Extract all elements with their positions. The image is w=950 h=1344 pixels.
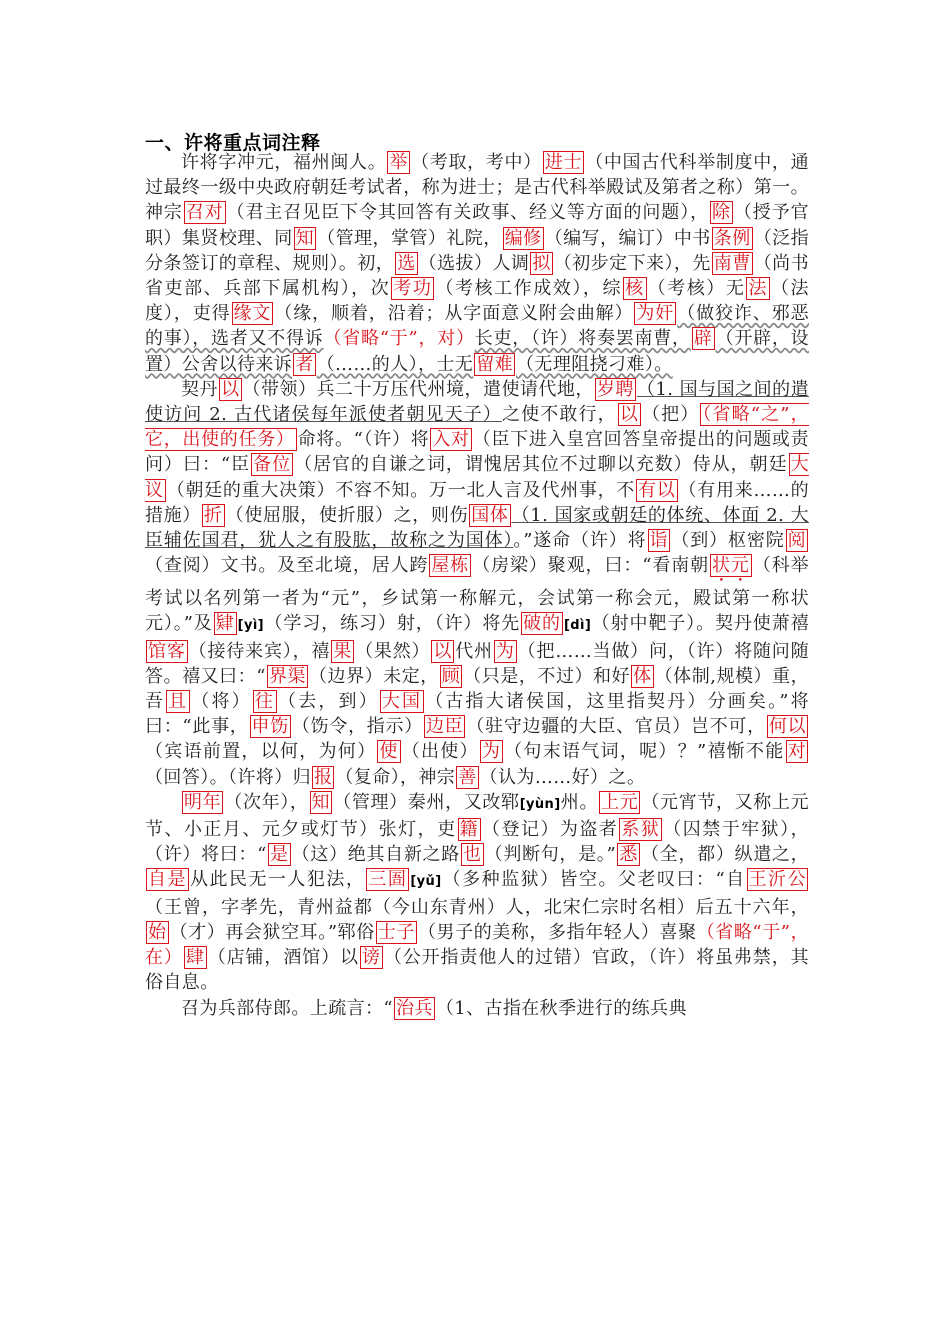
key-term-box: 边臣 [425, 716, 464, 738]
key-term-box: 自是 [148, 869, 187, 891]
key-term-box: 三圄 [368, 869, 408, 891]
pinyin-annotation: [yì] [237, 618, 265, 634]
key-term-box: （省略“之”，它，出使的任务） [145, 404, 810, 451]
key-term-box: 果 [333, 640, 353, 662]
text-run: （句末语气词，呢）？”禧惭不能 [504, 741, 785, 763]
paragraph [145, 377, 809, 790]
key-term-box: 考功 [393, 278, 433, 300]
key-term-box: 以 [221, 378, 240, 400]
text-run: （1、古指在秋季进行的练兵典 [435, 997, 687, 1019]
key-term-box: 是 [269, 844, 289, 866]
text-run: （编写，编订）中书 [544, 227, 711, 249]
text-run: （缘，顺着，沿着；从字面意义附会曲解） [274, 303, 634, 325]
text-run: （把……当做）问，（许）将随问随答。禧又曰：“ [145, 640, 809, 687]
key-term-box: 拟 [532, 252, 551, 274]
text-run: 召为兵部侍郎。上疏言：“ [181, 997, 394, 1019]
text-run: （才）再会狱空耳。”郓俗 [169, 921, 375, 943]
wavy-underlined-text: （无理阻挠刁难）。 [516, 353, 673, 375]
text-run: （囚禁于牢狱），（许）将曰：“ [145, 819, 809, 866]
text-run: （将） [191, 691, 252, 713]
key-term-box: 籍 [459, 819, 480, 841]
text-run: （管理，掌管）礼院， [317, 227, 502, 249]
key-term-box: 屋栋 [431, 555, 470, 577]
text-run: 。”遂命（许）将 [513, 530, 647, 552]
text-run: （元宵节，又称上元节、小正月、元夕或灯节）张灯，吏 [145, 791, 809, 841]
key-term-box: 馆客 [148, 640, 186, 662]
key-term-box: 以 [433, 640, 453, 662]
key-term-box: 对 [787, 741, 807, 763]
text-run: （店铺，酒馆）以 [207, 947, 359, 969]
text-run: （多种监狱）皆空。父老叹曰：“自 [441, 869, 746, 891]
key-term-box: 法 [748, 278, 768, 300]
section-heading: 一、许将重点词注释 [145, 132, 321, 154]
text-run: （臣下进入皇宫回答皇帝提出的问题或责问）曰：“臣 [145, 429, 810, 476]
key-term-box: 除 [712, 202, 731, 224]
key-term-box: 为 [495, 640, 515, 662]
text-run: （果然） [355, 640, 431, 662]
key-term-box: 且 [168, 691, 189, 713]
key-term-box: 南曹 [713, 252, 751, 274]
text-run: （查阅）文书。及至北境，居人跨 [145, 555, 429, 577]
text-run: （判断句，是。” [484, 844, 617, 866]
underlined-note: （1. 国家或朝廷的体统、体面 2. 大臣辅佐国君，犹人之有股肱，故称之为国体） [145, 504, 809, 552]
omission-note: （省略“于”，在） [145, 921, 809, 969]
text-run: （这）绝其自新之路 [291, 844, 460, 866]
text-run: （初步定下来），先 [553, 252, 711, 274]
text-run: （回答）。（许将）归 [145, 766, 311, 788]
text-run: （王曾，字孝先，青州益都（今山东青州）人，北宋仁宗时名相）后五十六年， [145, 896, 809, 918]
key-term-box: 折 [203, 504, 223, 526]
paragraph [145, 150, 809, 377]
key-term-box: 谤 [361, 947, 381, 969]
pinyin-annotation: [dì] [563, 618, 592, 634]
key-term-box: 往 [254, 691, 276, 713]
text-run: （授予官职）集贤校理、同 [145, 202, 810, 249]
text-run: （泛指分条签订的章程、规则）。初， [145, 227, 810, 274]
text-run: （使屈服，使折服）之，则伤 [225, 504, 469, 526]
text-run: （朝廷的重大决策）不容不知。万一北人言及代州事，不 [166, 479, 636, 501]
key-term-box: 为奸 [636, 303, 675, 325]
pinyin-annotation: [yǔ] [410, 874, 442, 890]
key-term-box: 编修 [504, 227, 542, 249]
key-term-box: 知 [311, 791, 331, 813]
text-run: （去，到） [278, 691, 379, 713]
key-term-box: 召对 [185, 202, 224, 224]
wavy-underlined-text: （……的人），士无 [316, 353, 474, 375]
key-term-box: 界渠 [268, 665, 306, 687]
text-run: （尚书省吏部、兵部下属机构），次 [145, 252, 809, 300]
text-run: （科举考试以名列第一者为“元”，乡试第一称解元，会试第一称会元，殿试第一称状元）。”及 [145, 555, 809, 635]
key-term-box: 始 [148, 921, 167, 943]
key-term-box: 治兵 [396, 997, 433, 1019]
text-run: （考核工作成效），综 [435, 278, 623, 300]
key-term-box: 肆 [185, 947, 205, 969]
paragraph [145, 790, 809, 996]
text-run: （只是，不过）和好 [463, 665, 631, 687]
text-run: 从此民无一人犯法， [189, 869, 366, 891]
key-term-box: 入对 [432, 429, 470, 451]
text-run: （驻守边疆的大臣、官员）岂不可， [466, 716, 766, 738]
text-run: （到）枢密院 [671, 530, 785, 552]
omission-note: （省略“于”，对） [323, 328, 475, 350]
key-term-box: 选 [397, 252, 416, 274]
key-term-box: 申饬 [251, 716, 289, 738]
text-run: （复命），神宗 [335, 766, 456, 788]
text-run: （次年）， [224, 791, 309, 813]
key-term-box: 肄 [215, 613, 235, 635]
key-term-box: 大国 [381, 691, 423, 713]
text-run: 之使不敢行， [502, 404, 617, 426]
key-term-box: 大议 [145, 454, 809, 501]
key-term-box: 核 [625, 278, 645, 300]
text-run: （公开指责他人的过错）官政，（许）将虽弗禁，其俗自息。 [145, 947, 810, 994]
underlined-note: （1. 国与国之间的遣使访问 2. 古代诸侯每年派使者朝见天子） [145, 378, 809, 426]
key-term-box: 以 [619, 404, 639, 426]
text-run: （考核）无 [647, 278, 746, 300]
key-term-box: 备位 [253, 454, 292, 476]
key-term-box: 留难 [476, 353, 514, 375]
key-term-box: 王沂公 [748, 869, 806, 891]
key-term-box: 举 [389, 152, 409, 173]
text-run: （男子的美称，多指年轻人）喜聚 [417, 921, 697, 943]
key-term-box: 知 [295, 227, 315, 249]
document-body [145, 150, 809, 1021]
key-term-box: 使 [379, 741, 399, 763]
text-run: （有用来……的措施） [145, 479, 809, 526]
key-term-box: 善 [458, 766, 477, 788]
key-term-box: 诣 [649, 530, 669, 552]
text-run: （登记）为盗者 [482, 819, 619, 841]
key-term-box: 者 [295, 353, 314, 375]
text-run: （出使） [401, 741, 479, 763]
key-term-box: 上元 [601, 791, 639, 813]
text-run: 州。 [560, 791, 599, 813]
wavy-underlined-text: （开辟，设置）公舍以待来诉 [145, 328, 809, 375]
key-term-box: 顾 [441, 665, 461, 687]
text-run: （接待来宾），禧 [188, 640, 331, 662]
text-run: （管理）秦州，又改郓 [333, 791, 520, 813]
text-run: （全，都）纵遣之， [641, 844, 809, 866]
key-term-box: 阅 [787, 530, 807, 552]
text-run: 命将。“（许）将 [297, 429, 430, 451]
text-run: （边界）未定， [309, 665, 439, 687]
text-run: （选拔）人调 [418, 252, 530, 274]
wavy-underlined-text: 长吏，（许）将奏罢南曹， [474, 328, 691, 350]
key-term-box: 为 [481, 741, 502, 763]
text-run: 许将字冲元，福州闽人。 [181, 152, 387, 173]
key-term-box: 士子 [377, 921, 415, 943]
key-term-box: 系狱 [621, 819, 661, 841]
key-term-box: 报 [314, 766, 333, 788]
key-term-box: 条例 [713, 227, 751, 249]
text-run: （房梁）聚观，曰：“看南朝 [472, 555, 710, 577]
key-term-box: 国体 [471, 504, 509, 526]
pinyin-annotation: [yùn] [519, 796, 561, 812]
key-term-box: 明年 [184, 791, 222, 813]
text-run: （饬令，指示） [291, 716, 423, 738]
text-run: （把） [641, 404, 700, 426]
text-run: （学习，练习）射，（许）将先 [264, 613, 521, 635]
text-run: （古指大诸侯国，这里指契丹）分画矣。”将曰：“此事， [145, 691, 810, 738]
text-run: 契丹 [181, 378, 218, 400]
text-run: （法度），吏得 [145, 278, 809, 325]
text-run: 代州 [455, 640, 493, 662]
text-run: （君主召见臣下令其回答有关政事、经义等方面的问题）， [226, 202, 709, 224]
key-term-box: 岁聘 [596, 378, 634, 400]
key-term-box: 何以 [768, 716, 806, 738]
text-run: （体制,规模）重，吾 [145, 665, 809, 713]
key-term-box: 有以 [638, 479, 676, 501]
key-term-box: 破的 [523, 613, 561, 635]
text-run: （带领）兵二十万压代州境，遣使请代地， [242, 378, 594, 400]
key-term-box: 缘文 [233, 303, 272, 325]
text-run: （认为……好）之。 [479, 766, 646, 788]
key-term-box: 进士 [544, 152, 583, 173]
text-run: （居官的自谦之词，谓愧居其位不过聊以充数）侍从，朝廷 [294, 454, 788, 476]
key-term-box: 悉 [619, 844, 639, 866]
paragraph [145, 996, 809, 1021]
key-term-box: 状元 [712, 555, 750, 577]
text-run: （中国古代科举制度中，通过最终一级中央政府朝廷考试者，称为进士；是古代科举殿试及第者之称）第一。神宗 [145, 152, 809, 224]
wavy-underlined-text: （做狡诈、邪恶的事），选者又不得诉 [145, 303, 809, 350]
text-run: （宾语前置，以何，为何） [145, 741, 377, 763]
text-run: （射中靶子）。契丹使萧禧 [591, 613, 809, 635]
text-run: （考取，考中） [411, 152, 542, 173]
key-term-box: 辟 [693, 328, 713, 350]
key-term-box: 也 [462, 844, 482, 866]
key-term-box: 体 [633, 665, 652, 687]
